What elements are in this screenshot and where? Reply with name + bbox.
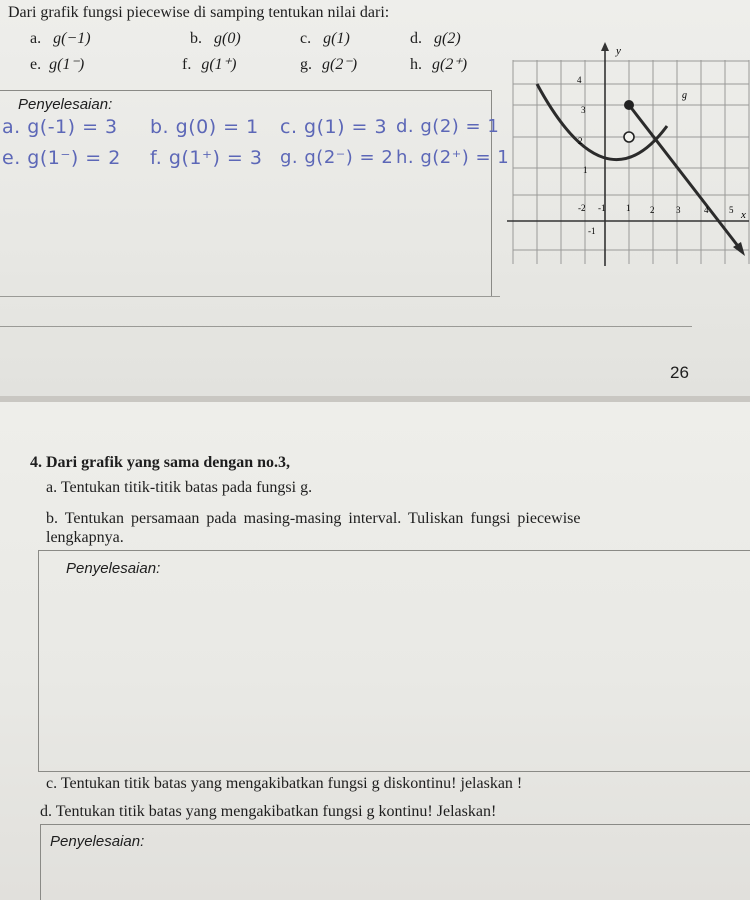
handwritten-answer-h: h. g(2⁺) = 1 <box>396 147 510 168</box>
item-e <box>30 54 84 74</box>
item-h-expr: g(2⁺) <box>432 56 468 73</box>
y-axis-label: y <box>616 45 621 57</box>
item-b <box>190 30 241 48</box>
x-tick-label: -1 <box>598 203 606 213</box>
question-3-text: Dari grafik fungsi piecewise di samping tentukan nilai dari: <box>8 4 390 21</box>
question-4c-text: c. Tentukan titik batas yang mengakibatkan fungsi g diskontinu! jelaskan ! <box>46 775 523 792</box>
item-h-letter: h. <box>410 56 422 73</box>
item-f-expr: g(1⁺) <box>201 56 237 73</box>
graph-line-segment <box>629 105 741 250</box>
question-4a-text: a. Tentukan titik-titik batas pada fungsi g. <box>46 479 313 496</box>
item-a-letter: a. <box>30 30 42 47</box>
item-f <box>182 54 236 74</box>
worksheet-page-top <box>0 0 750 396</box>
handwritten-answer-d: d. g(2) = 1 <box>396 116 500 137</box>
x-tick-label: 5 <box>729 205 734 215</box>
x-tick-label: 1 <box>626 203 631 213</box>
x-tick-label: 3 <box>676 205 681 215</box>
x-tick-label: 4 <box>704 205 709 215</box>
function-label-g: g <box>682 90 687 101</box>
y-axis-arrow-icon <box>601 42 609 51</box>
item-g-expr: g(2⁻) <box>322 56 358 73</box>
item-h <box>410 54 467 74</box>
y-tick-label: 2 <box>578 136 583 146</box>
item-a <box>30 30 91 48</box>
solution-box-4cd[interactable] <box>40 824 750 900</box>
item-d-expr: g(2) <box>434 30 461 47</box>
item-c-letter: c. <box>300 30 312 47</box>
solution-label-4cd: Penyelesaian: <box>50 833 145 850</box>
solution-box-4ab[interactable] <box>38 550 750 772</box>
y-tick-label: 3 <box>581 105 586 115</box>
solution-label-4ab: Penyelesaian: <box>66 560 161 577</box>
handwritten-answer-e: e. g(1⁻) = 2 <box>2 147 121 169</box>
open-point <box>624 132 634 142</box>
piecewise-graph <box>505 40 750 272</box>
item-e-letter: e. <box>30 56 42 73</box>
item-f-letter: f. <box>182 56 192 73</box>
item-c <box>300 30 350 48</box>
item-c-expr: g(1) <box>323 30 350 47</box>
item-b-expr: g(0) <box>214 30 241 47</box>
handwritten-answer-a: a. g(-1) = 3 <box>2 116 118 138</box>
solution-label-3: Penyelesaian: <box>18 96 113 113</box>
x-tick-label: -2 <box>578 203 586 213</box>
x-axis-label: x <box>741 209 746 221</box>
page-number: 26 <box>670 363 689 382</box>
item-d <box>410 30 461 48</box>
item-g <box>300 54 357 74</box>
divider-line <box>0 296 500 297</box>
x-tick-label: 2 <box>650 205 655 215</box>
y-tick-label: 4 <box>577 75 582 85</box>
item-d-letter: d. <box>410 30 422 47</box>
divider-line <box>0 326 692 327</box>
question-4b-text: b. Tentukan persamaan pada masing-masing interval. Tuliskan fungsi piecewise <box>46 510 581 527</box>
y-tick-label: 1 <box>583 165 588 175</box>
graph-curve-parabola <box>537 84 667 160</box>
item-e-expr: g(1⁻) <box>49 56 85 73</box>
question-4b-text-cont: lengkapnya. <box>46 529 124 546</box>
item-g-letter: g. <box>300 56 312 73</box>
handwritten-answer-c: c. g(1) = 3 <box>280 116 388 138</box>
closed-point <box>624 100 634 110</box>
question-4-text: 4. Dari grafik yang sama dengan no.3, <box>30 454 291 471</box>
handwritten-answer-g: g. g(2⁻) = 2 <box>280 147 394 168</box>
y-tick-label: -1 <box>588 226 596 236</box>
worksheet-page-bottom <box>0 402 750 900</box>
question-4d-text: d. Tentukan titik batas yang mengakibatkan fungsi g kontinu! Jelaskan! <box>40 803 497 820</box>
handwritten-answer-b: b. g(0) = 1 <box>150 116 259 138</box>
handwritten-answer-f: f. g(1⁺) = 3 <box>150 147 263 169</box>
item-a-expr: g(−1) <box>53 30 91 47</box>
item-b-letter: b. <box>190 30 202 47</box>
